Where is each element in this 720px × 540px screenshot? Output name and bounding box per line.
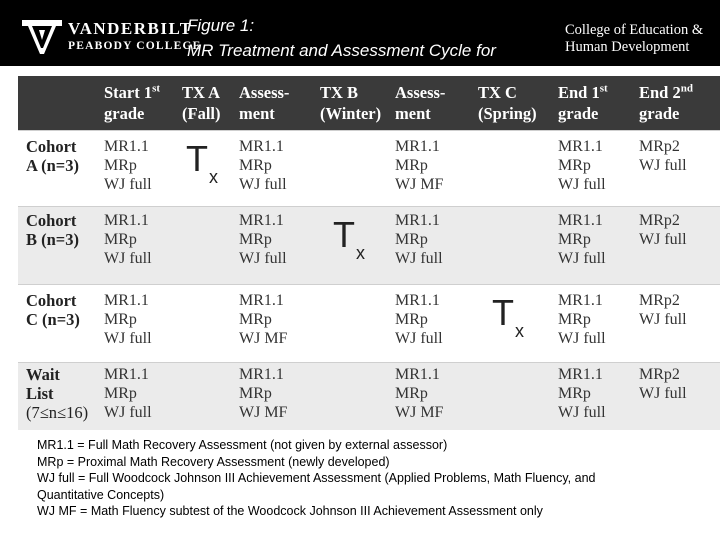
brand-line-2: PEABODY COLLEGE [68,40,202,52]
end-1st-grade-cell: MR1.1 MRp WJ full [558,138,606,193]
col-header-assessment-2: Assess- ment [395,83,446,123]
end-1st-grade-cell: MR1.1 MRp WJ full [558,366,606,421]
legend-line: WJ full = Full Woodcock Johnson III Achievement Assessment (Applied Problems, Math Fluency, and [37,471,596,486]
assessment-1-cell: MR1.1 MRp WJ full [239,138,287,193]
end-2nd-grade-cell: MRp2 WJ full [639,138,687,174]
col-header-tx-a: TX A (Fall) [182,83,221,123]
figure-caption: MR Treatment and Assessment Cycle for [187,41,496,60]
start-1st-grade-cell: MR1.1 MRp WJ full [104,138,152,193]
table-row-cohort-b [18,206,720,284]
legend-line: MR1.1 = Full Math Recovery Assessment (not given by external assessor) [37,438,448,452]
assessment-2-cell: MR1.1 MRp WJ MF [395,366,444,421]
col-header-start-1st-grade: Start 1st grade [104,82,161,123]
header-bar [0,0,720,66]
end-2nd-grade-cell: MRp2 WJ full [639,292,687,328]
row-label: Cohort B (n=3) [26,211,79,249]
end-2nd-grade-cell: MRp2 WJ full [639,212,687,248]
treatment-marker-tx-a: $T_x$ [186,138,218,187]
brand-wordmark [68,20,202,54]
col-header-tx-b: TX B (Winter) [320,83,382,123]
start-1st-grade-cell: MR1.1 MRp WJ full [104,292,152,347]
end-2nd-grade-cell: MRp2 WJ full [639,366,687,402]
figure-title [187,13,547,63]
college-line-2: Human Development [565,39,690,55]
college-line-1: College of Education & [565,22,704,38]
figure-label: Figure 1: [187,16,255,35]
assessment-2-cell: MR1.1 MRp WJ full [395,212,443,267]
assessment-1-cell: MR1.1 MRp WJ full [239,212,287,267]
table-row-cohort-a [18,130,720,206]
col-header-assessment-1: Assess- ment [239,83,290,123]
brand-line-1: VANDERBILT [68,19,193,38]
table-row-cohort-c [18,284,720,362]
legend-line: MRp = Proximal Math Recovery Assessment (newly developed) [37,454,390,469]
legend-line: WJ MF = Math Fluency subtest of the Woodcock Johnson III Achievement Assessment only [37,504,543,519]
col-header-end-1st-grade: End 1st grade [558,82,608,123]
end-1st-grade-cell: MR1.1 MRp WJ full [558,212,606,267]
treatment-marker-tx-c: $T_x$ [492,292,524,341]
row-label: Cohort C (n=3) [26,291,80,329]
assessment-1-cell: MR1.1 MRp WJ MF [239,366,288,421]
table-row-wait-list [18,362,720,430]
col-header-end-2nd-grade: End 2nd grade [639,82,693,123]
row-label: Wait List (7≤n≤16) [26,365,89,422]
start-1st-grade-cell: MR1.1 MRp WJ full [104,212,152,267]
assessment-1-cell: MR1.1 MRp WJ MF [239,292,288,347]
row-label: Cohort A (n=3) [26,137,79,175]
assessment-2-cell: MR1.1 MRp WJ MF [395,138,444,193]
end-1st-grade-cell: MR1.1 MRp WJ full [558,292,606,347]
vanderbilt-v-logo-icon [22,18,62,56]
abbreviation-legend [37,437,697,520]
treatment-cycle-table [18,76,720,430]
legend-line: Quantitative Concepts) [37,487,165,502]
assessment-2-cell: MR1.1 MRp WJ full [395,292,443,347]
treatment-marker-tx-b: $T_x$ [333,214,365,263]
start-1st-grade-cell: MR1.1 MRp WJ full [104,366,152,421]
col-header-tx-c: TX C (Spring) [478,83,537,123]
college-name [565,22,703,56]
table-header-row [18,76,720,130]
